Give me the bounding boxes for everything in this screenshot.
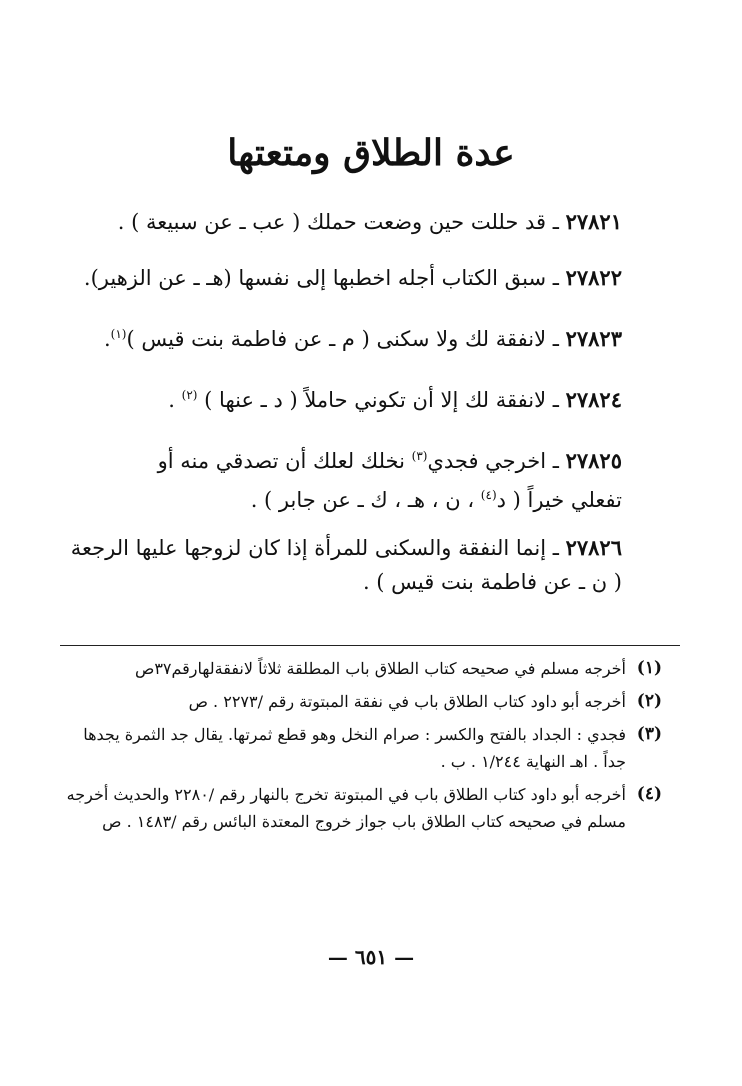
hadith-reference: ( ن ـ عن فاطمة بنت قيس ) . <box>362 570 622 594</box>
hadith-number: ٢٧٨٢١ <box>565 209 622 234</box>
hadith-entry <box>62 261 622 295</box>
hadith-end: . <box>103 327 111 351</box>
hadith-number: ٢٧٨٢٢ <box>565 265 622 290</box>
hadith-entry <box>62 439 622 517</box>
hadith-text-line2: تفعلي خيراً ( د <box>496 488 622 512</box>
hadith-entry <box>62 531 622 599</box>
footnote-number: (٣) <box>636 724 662 744</box>
footnote-number: (٢) <box>636 691 662 711</box>
footnotes <box>62 655 662 841</box>
page-title: عدة الطلاق ومتعتها <box>227 132 515 174</box>
hadith-number: ٢٧٨٢٥ <box>565 448 622 473</box>
hadith-end: . <box>168 388 175 412</box>
footnote-number: (١) <box>636 658 662 678</box>
hadith-number: ٢٧٨٢٦ <box>565 535 622 560</box>
hadith-entries <box>62 205 622 621</box>
hadith-text: ـ لانفقة لك ولا سكنى <box>376 327 559 351</box>
footnote-divider <box>60 645 680 646</box>
footnote-mark: (٣) <box>411 449 428 463</box>
footnote-mark: (٢) <box>181 388 198 402</box>
hadith-text: ـ قد حللت حين وضعت حملك <box>307 210 559 234</box>
hadith-number: ٢٧٨٢٣ <box>565 326 622 351</box>
hadith-text: ـ اخرجي فجدي <box>427 449 559 473</box>
page-number: — ٦٥١ — <box>327 945 415 969</box>
footnote-mark: (١) <box>110 327 127 341</box>
hadith-text: ـ لانفقة لك إلا أن تكوني حاملاً <box>304 388 559 412</box>
hadith-entry <box>62 317 622 356</box>
hadith-text-continued: نخلك لعلك أن تصدقي منه أو <box>157 449 405 473</box>
hadith-text: ـ إنما النفقة والسكنى للمرأة إذا كان لزوجها عليها الرجعة <box>70 536 559 560</box>
hadith-reference: ( م ـ عن فاطمة بنت قيس ) <box>126 327 370 351</box>
footnote <box>62 721 662 775</box>
footnote-number: (٤) <box>636 784 662 804</box>
footnote-text: أخرجه أبو داود كتاب الطلاق باب في المبتوتة تخرج بالنهار رقم /٢٢٨٠ والحديث أخرجه مسلم في صحيحه كتاب الطلاق باب جواز خروج المعتدة البائس رقم /١٤٨٣ . ص <box>66 785 626 831</box>
footnote <box>62 655 662 682</box>
hadith-text: ـ سبق الكتاب أجله اخطبها إلى نفسها <box>238 266 559 290</box>
hadith-entry <box>62 205 622 239</box>
footnote <box>62 688 662 715</box>
footnote-mark: (٤) <box>480 488 497 502</box>
hadith-reference: (هـ ـ عن الزهير). <box>83 266 232 290</box>
footnote-text: فجدي : الجداد بالفتح والكسر : صرام النخل وهو قطع ثمرتها. يقال جد الثمرة يجدها جداً . اهـ النهاية ١/٢٤٤ . ب . <box>83 725 626 771</box>
hadith-reference: ( د ـ عنها ) <box>204 388 298 412</box>
hadith-number: ٢٧٨٢٤ <box>565 387 622 412</box>
hadith-reference: ( عب ـ عن سبيعة ) . <box>117 210 301 234</box>
hadith-entry <box>62 378 622 417</box>
footnote-text: أخرجه مسلم في صحيحه كتاب الطلاق باب المطلقة ثلاثاً لانفقةلهارقم٣٧ص <box>134 659 626 678</box>
footnote <box>62 781 662 835</box>
footnote-text: أخرجه أبو داود كتاب الطلاق باب في نفقة المبتوتة رقم /٢٢٧٣ . ص <box>188 692 626 711</box>
hadith-reference: ، ن ، هـ ، ك ـ عن جابر ) . <box>250 488 475 512</box>
